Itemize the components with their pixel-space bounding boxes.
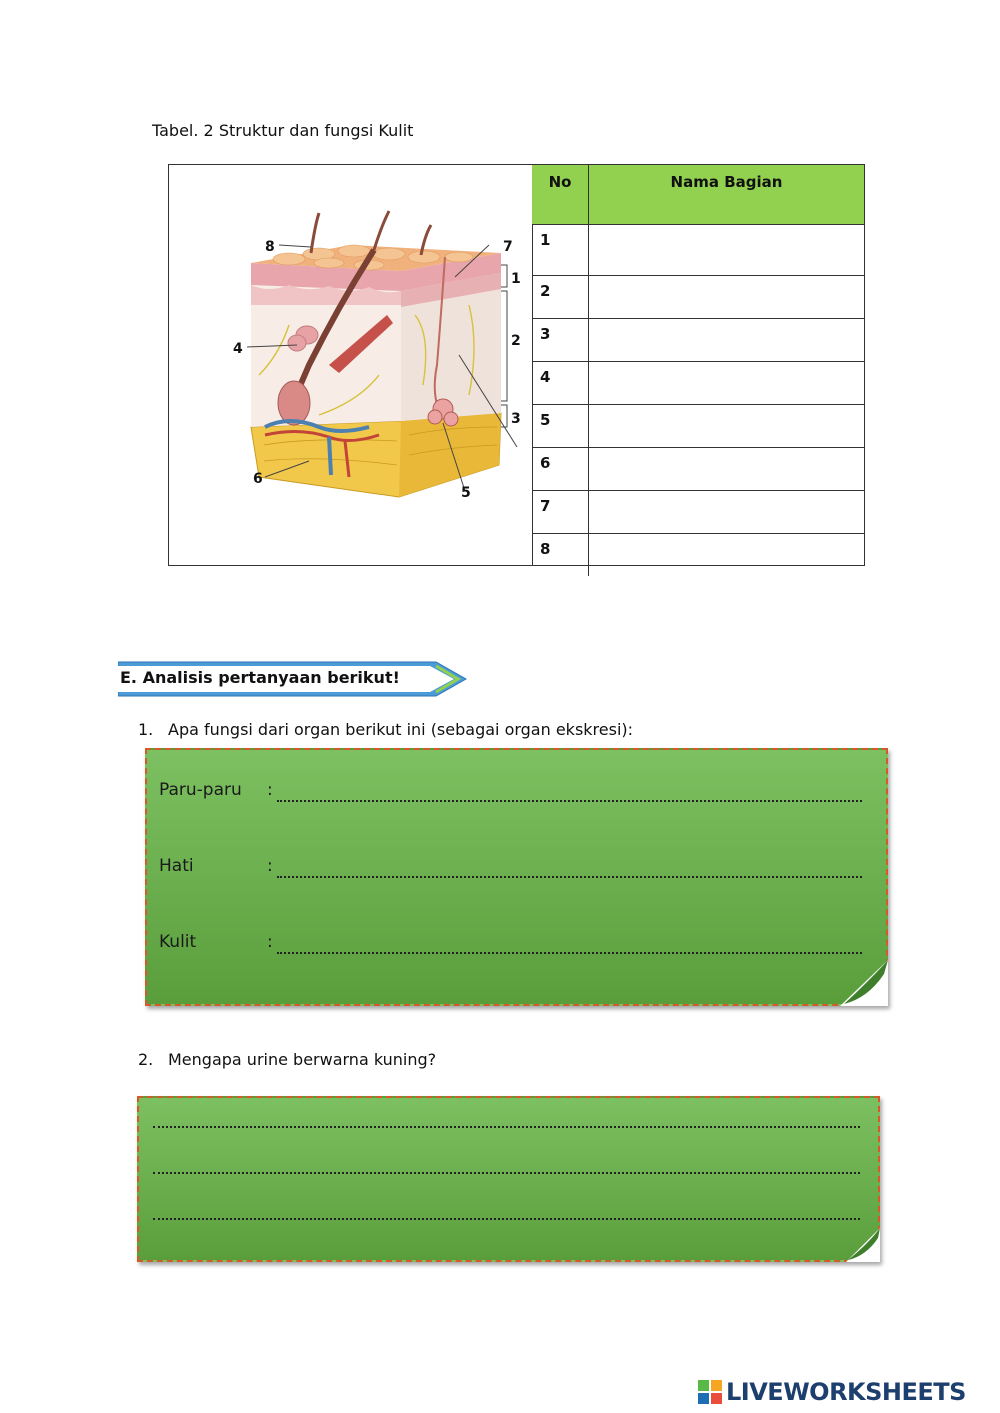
table-row xyxy=(532,534,864,577)
table-row xyxy=(532,276,864,319)
section-title: E. Analisis pertanyaan berikut! xyxy=(120,668,400,687)
skin-structure-table xyxy=(168,164,865,566)
row-number: 2 xyxy=(532,276,589,319)
parts-table xyxy=(532,165,864,576)
row-number: 6 xyxy=(532,448,589,491)
answer-cell[interactable] xyxy=(589,448,865,491)
answer-cell[interactable] xyxy=(589,319,865,362)
answer-note-2 xyxy=(137,1096,880,1262)
row-number: 3 xyxy=(532,319,589,362)
page-curl-corner xyxy=(840,960,888,1006)
diagram-label-7: 7 xyxy=(503,239,513,255)
row-number: 8 xyxy=(532,534,589,577)
question-text: Mengapa urine berwarna kuning? xyxy=(168,1050,437,1069)
question-number: 1. xyxy=(138,720,154,739)
table-row xyxy=(532,225,864,276)
liveworksheets-logo-icon xyxy=(698,1380,722,1404)
header-no: No xyxy=(532,165,589,225)
answer-cell[interactable] xyxy=(589,491,865,534)
answer-line-3[interactable] xyxy=(153,1214,860,1220)
row-number: 4 xyxy=(532,362,589,405)
question-number: 2. xyxy=(138,1050,154,1069)
organ-row-hati xyxy=(159,856,862,880)
colon: : xyxy=(267,856,273,876)
table-caption: Tabel. 2 Struktur dan fungsi Kulit xyxy=(152,121,414,140)
skin-cross-section-diagram xyxy=(169,165,532,565)
diagram-label-3: 3 xyxy=(511,411,521,427)
brand-text: LIVEWORKSHEETS xyxy=(726,1378,966,1406)
colon: : xyxy=(267,780,273,800)
table-row xyxy=(532,362,864,405)
organ-row-paru xyxy=(159,780,862,804)
table-row xyxy=(532,405,864,448)
answer-note-1 xyxy=(145,748,888,1006)
organ-label: Hati xyxy=(159,856,194,876)
question-2 xyxy=(138,1050,436,1069)
diagram-label-1: 1 xyxy=(511,271,521,287)
answer-line-2[interactable] xyxy=(153,1168,860,1174)
answer-cell[interactable] xyxy=(589,225,865,276)
answer-field-paru[interactable] xyxy=(277,796,862,802)
answer-field-hati[interactable] xyxy=(277,872,862,878)
answer-cell[interactable] xyxy=(589,276,865,319)
skin-diagram-cell xyxy=(169,165,533,565)
row-number: 1 xyxy=(532,225,589,276)
organ-label: Paru-paru xyxy=(159,780,242,800)
table-row xyxy=(532,491,864,534)
diagram-label-5: 5 xyxy=(461,485,471,501)
organ-row-kulit xyxy=(159,932,862,956)
page-curl-corner xyxy=(846,1228,880,1262)
answer-cell[interactable] xyxy=(589,362,865,405)
row-number: 7 xyxy=(532,491,589,534)
row-number: 5 xyxy=(532,405,589,448)
liveworksheets-logo xyxy=(698,1378,994,1406)
diagram-label-6: 6 xyxy=(253,471,263,487)
answer-cell[interactable] xyxy=(589,405,865,448)
table-row xyxy=(532,448,864,491)
answer-line-1[interactable] xyxy=(153,1122,860,1128)
diagram-label-2: 2 xyxy=(511,333,521,349)
question-1 xyxy=(138,720,633,739)
colon: : xyxy=(267,932,273,952)
header-nama-bagian: Nama Bagian xyxy=(589,165,865,225)
diagram-label-8: 8 xyxy=(265,239,275,255)
answer-cell[interactable] xyxy=(589,534,865,577)
question-text: Apa fungsi dari organ berikut ini (sebagai organ ekskresi): xyxy=(168,720,634,739)
organ-label: Kulit xyxy=(159,932,197,952)
answer-field-kulit[interactable] xyxy=(277,948,862,954)
table-row xyxy=(532,319,864,362)
diagram-label-4: 4 xyxy=(233,341,243,357)
